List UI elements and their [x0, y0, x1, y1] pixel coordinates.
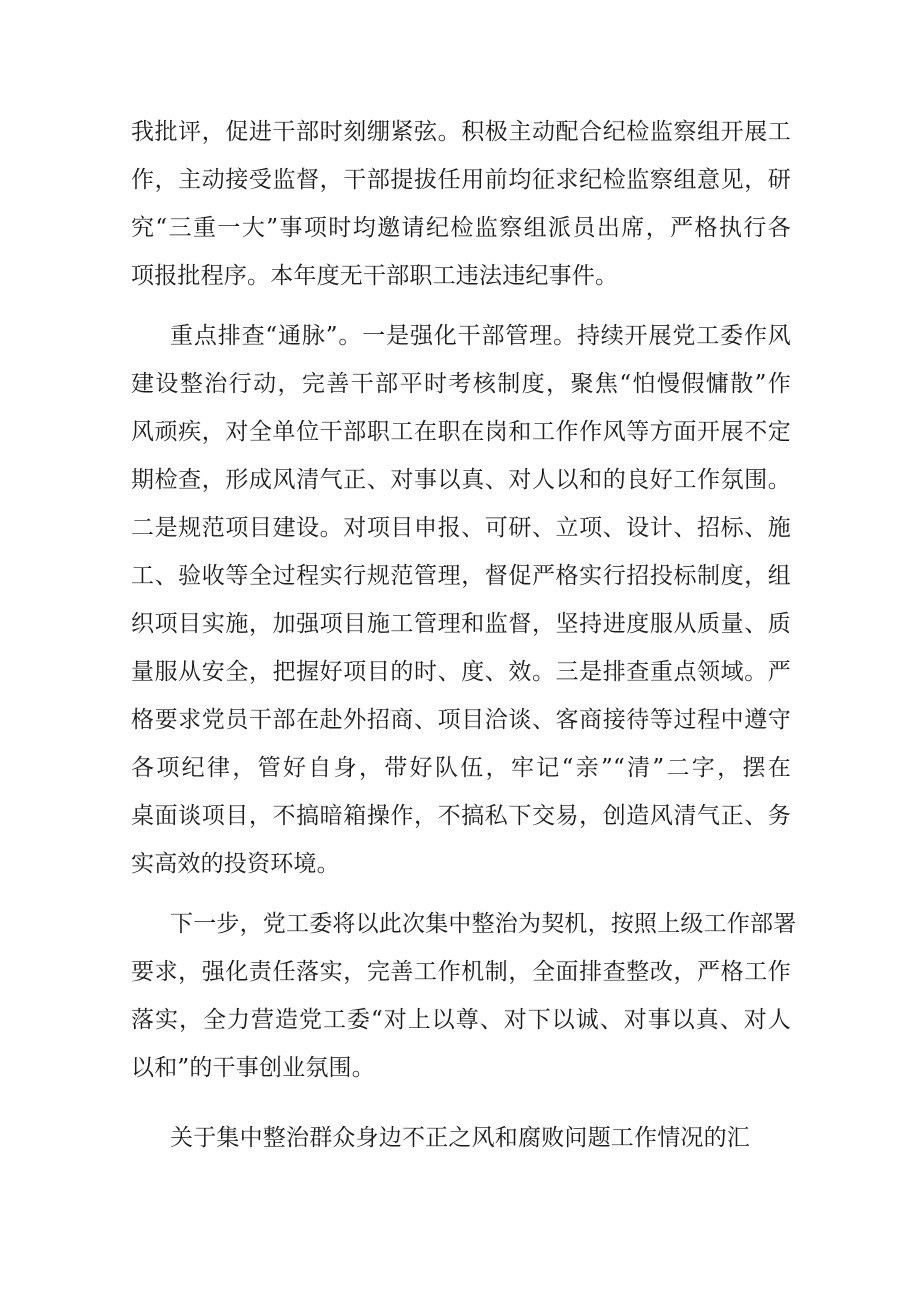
- paragraph-line: 期检查，形成风清气正、对事以真、对人以和的良好工作氛围。: [131, 467, 791, 493]
- paragraph-line: 以和”的干事创业氛围。: [131, 1055, 375, 1081]
- heading-line: 关于集中整治群众身边不正之风和腐败问题工作情况的汇: [170, 1125, 750, 1151]
- section-heading-report: [131, 1114, 791, 1162]
- paragraph-line: 项报批程序。本年度无干部职工违法违纪事件。: [131, 263, 619, 289]
- paragraph-self-criticism-continued: [131, 108, 791, 300]
- paragraph-line: 下一步，党工委将以此次集中整治为契机，按照上级工作部署: [170, 911, 797, 937]
- paragraph-line: 织项目实施，加强项目施工管理和监督，坚持进度服从质量、质: [131, 611, 791, 637]
- paragraph-line: 我批评，促进干部时刻绷紧弦。积极主动配合纪检监察组开展工: [131, 119, 791, 145]
- paragraph-line: 量服从安全，把握好项目的时、度、效。三是排查重点领域。严: [131, 659, 791, 685]
- paragraph-line: 桌面谈项目，不搞暗箱操作，不搞私下交易，创造风清气正、务: [131, 803, 791, 829]
- paragraph-line: 究“三重一大”事项时均邀请纪检监察组派员出席，严格执行各: [131, 215, 791, 241]
- paragraph-line: 风顽疾，对全单位干部职工在职在岗和工作作风等方面开展不定: [131, 419, 791, 445]
- paragraph-line: 要求，强化责任落实，完善工作机制，全面排查整改，严格工作: [131, 959, 791, 985]
- paragraph-key-inspection: [131, 312, 791, 888]
- paragraph-next-steps: [131, 900, 797, 1092]
- paragraph-line: 二是规范项目建设。对项目申报、可研、立项、设计、招标、施: [131, 515, 791, 541]
- paragraph-line: 各项纪律，管好自身，带好队伍，牢记“亲”“清”二字，摆在: [131, 755, 791, 781]
- paragraph-line: 工、验收等全过程实行规范管理，督促严格实行招投标制度，组: [131, 563, 791, 589]
- paragraph-line: 重点排查“通脉”。一是强化干部管理。持续开展党工委作风: [170, 323, 791, 349]
- paragraph-line: 格要求党员干部在赴外招商、项目洽谈、客商接待等过程中遵守: [131, 707, 791, 733]
- paragraph-line: 实高效的投资环境。: [131, 851, 340, 877]
- paragraph-line: 作，主动接受监督，干部提拔任用前均征求纪检监察组意见，研: [131, 167, 791, 193]
- paragraph-line: 建设整治行动，完善干部平时考核制度，聚焦“怕慢假慵散”作: [131, 371, 791, 397]
- paragraph-line: 落实，全力营造党工委“对上以尊、对下以诚、对事以真、对人: [131, 1007, 791, 1033]
